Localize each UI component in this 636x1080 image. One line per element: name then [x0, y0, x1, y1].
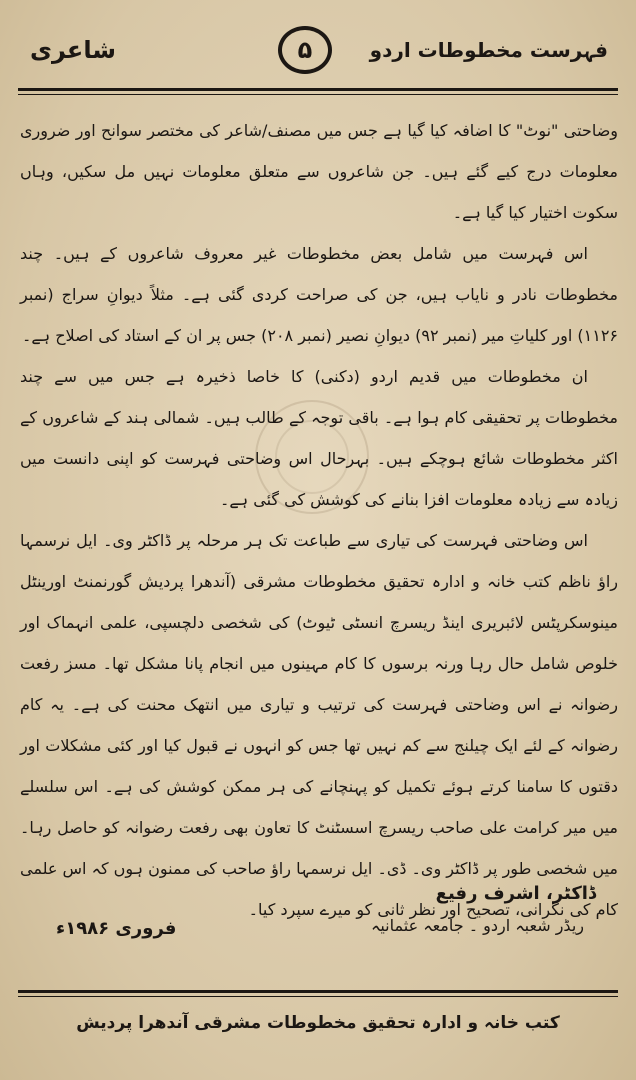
- body-text: [20, 110, 618, 930]
- paragraph-1: وضاحتی "نوٹ" کا اضافہ کیا گیا ہے جس میں مصنف/شاعر کی مختصر سوانح اور ضروری معلومات درج کیے گئے ہیں۔ جن شاعروں سے متعلق معلومات نہیں مل سکیں، وہاں سکوت اختیار کیا گیا ہے۔: [20, 121, 618, 222]
- page-number: ۵: [278, 26, 332, 74]
- signature-block: [336, 878, 596, 942]
- footer-rule-thin: [18, 996, 618, 997]
- page-header: [20, 18, 616, 78]
- paragraph-3: ان مخطوطات میں قدیم اردو (دکنی) کا خاصا ذخیرہ ہے جس میں سے چند مخطوطات پر تحقیقی کام ہوا ہے۔ باقی توجہ کے طالب ہیں۔ شمالی ہند کے شاعروں کے اکثر مخطوطات شائع ہوچکے ہیں۔ بہرحال اس وضاحتی فہرست کو اپنی دانست میں زیادہ سے زیادہ معلومات افزا بنانے کی کوشش کی گئی ہے۔: [20, 367, 618, 509]
- header-rule: [18, 88, 618, 91]
- footer-rule: [18, 990, 618, 993]
- header-book-title: فہرست مخطوطات اردو: [369, 38, 608, 62]
- paragraph-4: اس وضاحتی فہرست کی تیاری سے طباعت تک ہر مرحلہ پر ڈاکٹر وی۔ ایل نرسمہا راؤ ناظم کتب خانہ و ادارہ تحقیق مخطوطات مشرقی (آندھرا پردیش گورنمنٹ اورینٹل مینوسکرپٹس لائبریری اینڈ ریسرچ انسٹی ٹیوٹ) کی شخصی دلچسپی، علمی انہماک اور خلوص شامل حال رہا ورنہ برسوں کا کام مہینوں میں انجام پانا مشکل تھا۔ مسز رفعت رضوانہ نے اس وضاحتی فہرست کی ترتیب و تیاری میں انتھک محنت کی ہے۔ یہ کام رضوانہ کے لئے ایک چیلنج سے کم نہیں تھا جس کو انہوں نے قبول کیا اور کئی مشکلات اور دقتوں کا سامنا کرتے ہوئے تکمیل کو پہنچانے کی ہر ممکن کوشش کی ہے۔ اس سلسلے میں میر کرامت علی صاحب ریسرچ اسسٹنٹ کا تعاون بھی رفعت رضوانہ کو حاصل رہا۔ میں شخصی طور پر ڈاکٹر وی۔ ڈی۔ ایل نرسمہا راؤ صاحب کی ممنون ہوں کہ اس علمی کام کی نگرانی، تصحیح اور نظر ثانی کو میرے سپرد کیا۔: [20, 531, 618, 919]
- paragraph-2: اس فہرست میں شامل بعض مخطوطات غیر معروف شاعروں کے ہیں۔ چند مخطوطات نادر و نایاب ہیں، جن کی صراحت کردی گئی ہے۔ مثلاً دیوانِ سراج (نمبر ۱۱۲۶) اور کلیاتِ میر (نمبر ۹۲) دیوانِ نصیر (نمبر ۲۰۸) جس پر ان کے استاد کی اصلاح ہے۔: [20, 244, 618, 345]
- page-footer: کتب خانہ و ادارہ تحقیق مخطوطات مشرقی آندھرا پردیش: [76, 1013, 560, 1033]
- document-date: فروری ۱۹۸۶ء: [56, 918, 177, 939]
- header-section-title: شاعری: [30, 36, 116, 64]
- signatory-name: ڈاکٹر، اشرف رفیع: [435, 883, 596, 904]
- header-rule-thin: [18, 94, 618, 95]
- signatory-title: ریڈر شعبہ اردو ۔ جامعہ عثمانیہ: [370, 916, 584, 935]
